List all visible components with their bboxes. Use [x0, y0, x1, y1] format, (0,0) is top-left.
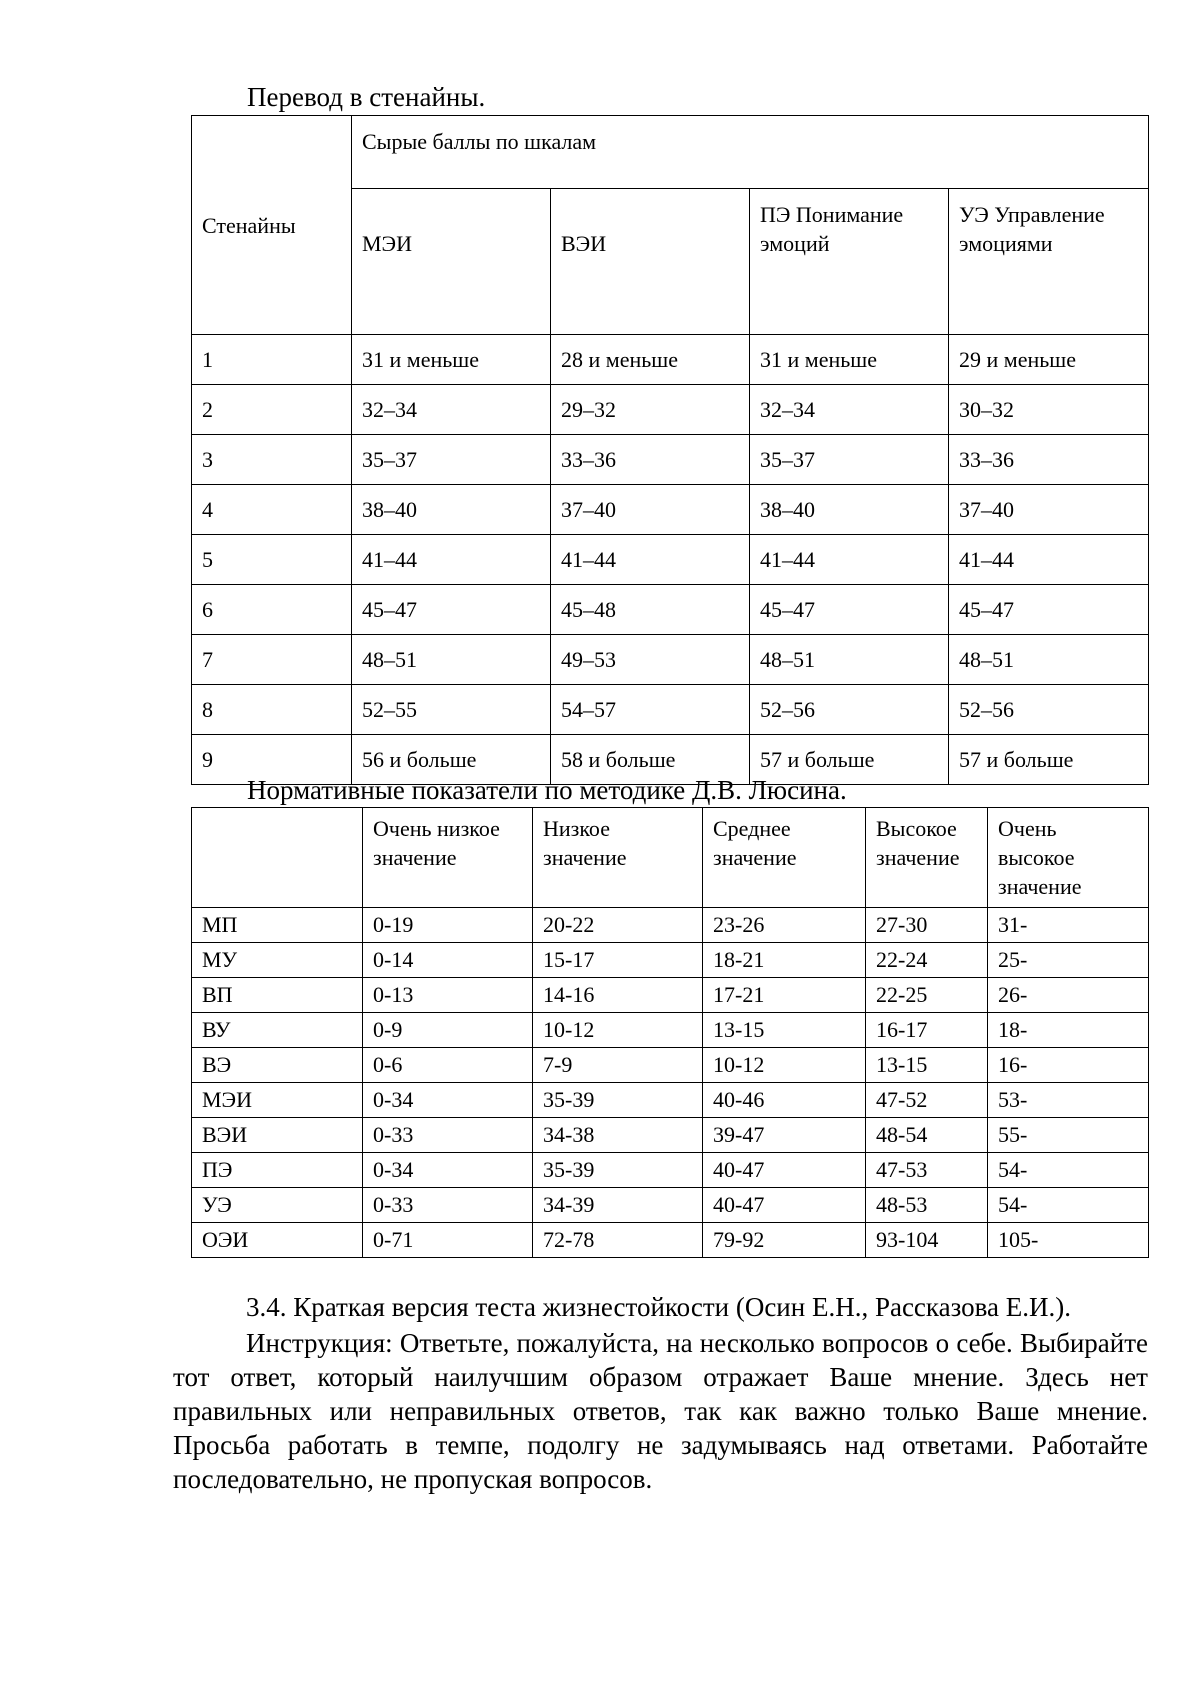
score-range-cell: 31 и меньше: [750, 335, 949, 385]
norm-range-cell: 22-25: [866, 978, 988, 1013]
norm-range-cell: 25-: [988, 943, 1149, 978]
norm-range-cell: 48-53: [866, 1188, 988, 1223]
score-range-cell: 41–44: [750, 535, 949, 585]
norm-range-cell: 0-9: [363, 1013, 533, 1048]
stanine-cell: 9: [192, 735, 352, 785]
stanine-table: [191, 115, 1149, 785]
norms-header-row: [192, 808, 1149, 908]
norm-range-cell: 10-12: [703, 1048, 866, 1083]
norm-range-cell: 20-22: [533, 908, 703, 943]
stanine-cell: 5: [192, 535, 352, 585]
table-row: [192, 1223, 1149, 1258]
norm-range-cell: 27-30: [866, 908, 988, 943]
norm-range-cell: 14-16: [533, 978, 703, 1013]
table-row: [192, 1013, 1149, 1048]
table-row: [192, 635, 1149, 685]
score-range-cell: 28 и меньше: [551, 335, 750, 385]
score-range-cell: 35–37: [750, 435, 949, 485]
norm-range-cell: 0-34: [363, 1083, 533, 1118]
norm-range-cell: 0-6: [363, 1048, 533, 1083]
scale-name-cell: МЭИ: [192, 1083, 363, 1118]
norm-range-cell: 35-39: [533, 1083, 703, 1118]
score-range-cell: 41–44: [551, 535, 750, 585]
stanine-cell: 6: [192, 585, 352, 635]
norm-range-cell: 17-21: [703, 978, 866, 1013]
score-range-cell: 35–37: [352, 435, 551, 485]
norm-range-cell: 16-: [988, 1048, 1149, 1083]
table-row: [192, 1083, 1149, 1118]
norm-range-cell: 54-: [988, 1188, 1149, 1223]
column-header: Низкое значение: [533, 808, 703, 908]
score-range-cell: 57 и больше: [949, 735, 1149, 785]
column-header: ВЭИ: [551, 189, 750, 335]
norm-range-cell: 0-13: [363, 978, 533, 1013]
scale-name-cell: УЭ: [192, 1188, 363, 1223]
score-range-cell: 33–36: [949, 435, 1149, 485]
norm-range-cell: 105-: [988, 1223, 1149, 1258]
score-range-cell: 48–51: [949, 635, 1149, 685]
table-row: [192, 535, 1149, 585]
score-range-cell: 52–56: [750, 685, 949, 735]
norm-range-cell: 18-21: [703, 943, 866, 978]
column-header: Очень высокое значение: [988, 808, 1149, 908]
norm-range-cell: 72-78: [533, 1223, 703, 1258]
score-range-cell: 54–57: [551, 685, 750, 735]
stanine-cell: 3: [192, 435, 352, 485]
norm-range-cell: 0-71: [363, 1223, 533, 1258]
stanine-header-row: [192, 116, 1149, 189]
table-row: [192, 1048, 1149, 1083]
table1-caption: Перевод в стенайны.: [247, 82, 486, 112]
scale-name-cell: ВЭИ: [192, 1118, 363, 1153]
scale-name-cell: ПЭ: [192, 1153, 363, 1188]
table-row: [192, 1153, 1149, 1188]
score-range-cell: 29 и меньше: [949, 335, 1149, 385]
norm-range-cell: 34-38: [533, 1118, 703, 1153]
norm-range-cell: 16-17: [866, 1013, 988, 1048]
score-range-cell: 45–47: [352, 585, 551, 635]
norm-range-cell: 40-46: [703, 1083, 866, 1118]
norm-range-cell: 0-14: [363, 943, 533, 978]
table-row: [192, 685, 1149, 735]
stanine-cell: 2: [192, 385, 352, 435]
stanine-cell: 4: [192, 485, 352, 535]
table-row: [192, 485, 1149, 535]
norm-range-cell: 79-92: [703, 1223, 866, 1258]
score-range-cell: 41–44: [949, 535, 1149, 585]
score-range-cell: 37–40: [551, 485, 750, 535]
score-range-cell: 38–40: [352, 485, 551, 535]
table-row: [192, 978, 1149, 1013]
score-range-cell: 32–34: [750, 385, 949, 435]
norm-range-cell: 40-47: [703, 1153, 866, 1188]
table-row: [192, 1188, 1149, 1223]
norm-range-cell: 22-24: [866, 943, 988, 978]
score-range-cell: 30–32: [949, 385, 1149, 435]
score-range-cell: 45–47: [750, 585, 949, 635]
instruction-paragraph: Инструкция: Ответьте, пожалуйста, на несколько вопросов о себе. Выбирайте тот ответ, который наилучшим образом отражает Ваше мнение. Здесь нет правильных или неправильных ответов, так как важно только Ваше мнение. Просьба работать в темпе, подолгу не задумываясь над ответами. Работайте последовательно, не пропуская вопросов.: [173, 1328, 1148, 1494]
norm-range-cell: 47-52: [866, 1083, 988, 1118]
score-range-cell: 41–44: [352, 535, 551, 585]
score-range-cell: 38–40: [750, 485, 949, 535]
table-row: [192, 1118, 1149, 1153]
norm-range-cell: 0-34: [363, 1153, 533, 1188]
score-range-cell: 48–51: [352, 635, 551, 685]
scale-name-cell: ВЭ: [192, 1048, 363, 1083]
norm-range-cell: 0-19: [363, 908, 533, 943]
table-row: [192, 585, 1149, 635]
table-row: [192, 435, 1149, 485]
norm-range-cell: 31-: [988, 908, 1149, 943]
norm-range-cell: 15-17: [533, 943, 703, 978]
scale-name-cell: МУ: [192, 943, 363, 978]
scale-name-cell: ВУ: [192, 1013, 363, 1048]
column-header: Среднее значение: [703, 808, 866, 908]
table-row: [192, 908, 1149, 943]
norm-range-cell: 55-: [988, 1118, 1149, 1153]
stanine-cell: 7: [192, 635, 352, 685]
score-range-cell: 58 и больше: [551, 735, 750, 785]
norm-range-cell: 26-: [988, 978, 1149, 1013]
column-header: МЭИ: [352, 189, 551, 335]
column-header: ПЭ Понимание эмоций: [750, 189, 949, 335]
norm-range-cell: 10-12: [533, 1013, 703, 1048]
table2-caption: Нормативные показатели по методике Д.В. Люсина.: [247, 775, 847, 805]
norm-range-cell: 23-26: [703, 908, 866, 943]
stanine-cell: 1: [192, 335, 352, 385]
norm-range-cell: 13-15: [866, 1048, 988, 1083]
norm-range-cell: 34-39: [533, 1188, 703, 1223]
norm-range-cell: 35-39: [533, 1153, 703, 1188]
score-range-cell: 33–36: [551, 435, 750, 485]
score-range-cell: 29–32: [551, 385, 750, 435]
stanine-header-cell: Стенайны: [192, 116, 352, 335]
norm-range-cell: 0-33: [363, 1118, 533, 1153]
section-heading: 3.4. Краткая версия теста жизнестойкости (Осин Е.Н., Рассказова Е.И.).: [246, 1292, 1071, 1322]
column-header: Высокое значение: [866, 808, 988, 908]
score-range-cell: 57 и больше: [750, 735, 949, 785]
table-row: [192, 385, 1149, 435]
table-row: [192, 335, 1149, 385]
scale-name-cell: ОЭИ: [192, 1223, 363, 1258]
score-range-cell: 56 и больше: [352, 735, 551, 785]
score-range-cell: 37–40: [949, 485, 1149, 535]
score-range-cell: 48–51: [750, 635, 949, 685]
score-range-cell: 52–56: [949, 685, 1149, 735]
norm-range-cell: 0-33: [363, 1188, 533, 1223]
scale-name-cell: ВП: [192, 978, 363, 1013]
column-header: УЭ Управление эмоциями: [949, 189, 1149, 335]
table-row: [192, 943, 1149, 978]
scale-name-cell: МП: [192, 908, 363, 943]
score-range-cell: 45–47: [949, 585, 1149, 635]
raw-scores-header-cell: Сырые баллы по шкалам: [352, 116, 1149, 189]
norm-range-cell: 53-: [988, 1083, 1149, 1118]
column-header: Очень низкое значение: [363, 808, 533, 908]
score-range-cell: 52–55: [352, 685, 551, 735]
stanine-cell: 8: [192, 685, 352, 735]
norm-range-cell: 54-: [988, 1153, 1149, 1188]
score-range-cell: 49–53: [551, 635, 750, 685]
norm-range-cell: 13-15: [703, 1013, 866, 1048]
norm-range-cell: 40-47: [703, 1188, 866, 1223]
norm-range-cell: 18-: [988, 1013, 1149, 1048]
score-range-cell: 31 и меньше: [352, 335, 551, 385]
norm-range-cell: 39-47: [703, 1118, 866, 1153]
score-range-cell: 45–48: [551, 585, 750, 635]
score-range-cell: 32–34: [352, 385, 551, 435]
norm-range-cell: 47-53: [866, 1153, 988, 1188]
norm-range-cell: 7-9: [533, 1048, 703, 1083]
column-header: [192, 808, 363, 908]
norms-table: [191, 807, 1149, 1258]
norm-range-cell: 93-104: [866, 1223, 988, 1258]
norm-range-cell: 48-54: [866, 1118, 988, 1153]
